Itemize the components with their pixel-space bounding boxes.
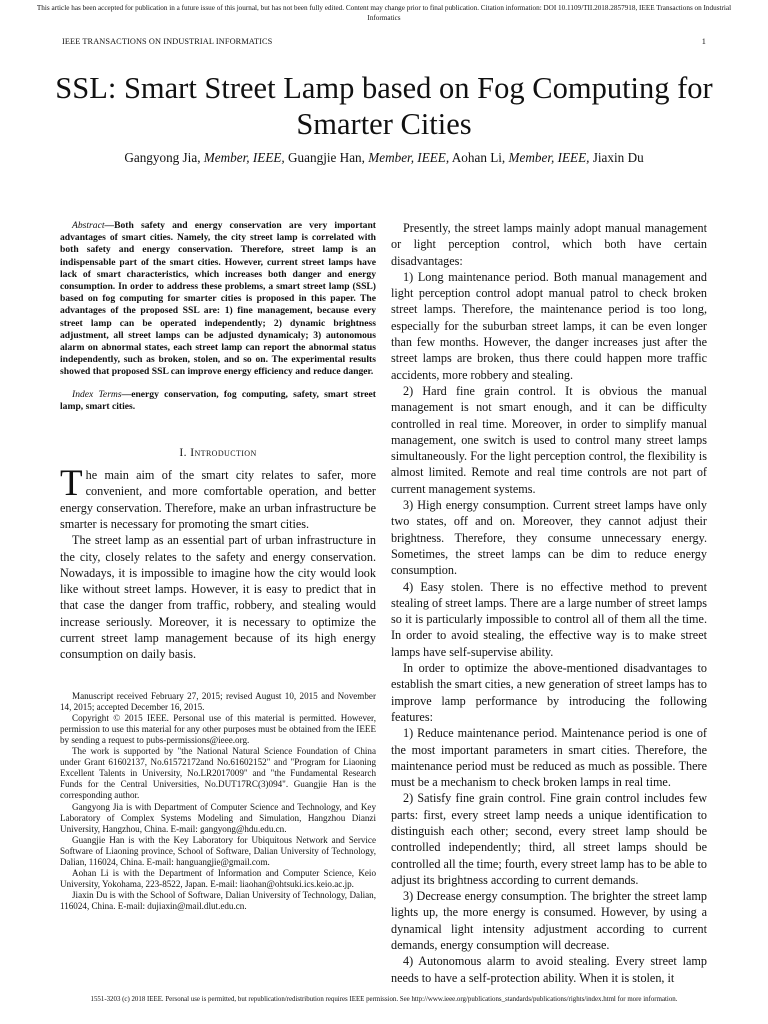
footnote-funding: The work is supported by "the National Natural Science Foundation of China under Grant 61602137, No.61572172and No.61602152" and "Program for Liaoning Excellent Talents in University, No.LR2017009" and "the Fundamental Research Funds for the Central Universities, No.DUT17RC(3)094". Guangjie Han is the corresponding author. (60, 746, 376, 801)
footnote-manuscript: Manuscript received February 27, 2015; revised August 10, 2015 and November 14, 2015; accepted December 16, 2015. (60, 690, 376, 712)
body-paragraph: 2) Hard fine grain control. It is obvious the manual management is not smart enough, and it can be difficulty controlled in real time. Moreover, in order to simplify manual management, one switch is used to control many street lamps simultaneously. For the light perception control, the flexibility is almost limited. Remote and real time controls are not part of current management systems. (391, 383, 707, 496)
author-role: Member, IEEE, (508, 150, 590, 165)
running-head (62, 37, 706, 49)
body-paragraph: 4) Autonomous alarm to avoid stealing. Every street lamp needs to have a self-protection ability. When it is stolen, it (391, 954, 707, 985)
abstract-lead: Abstract (72, 220, 105, 231)
author-name: Aohan Li, (451, 150, 506, 165)
footnotes (60, 691, 376, 913)
abstract (60, 220, 376, 379)
intro-paragraph (60, 463, 376, 532)
body-paragraph: 3) Decrease energy consumption. The brighter the street lamp lights up, the more energy is consumed. However, by using a dynamical light intensity adjustment according to current demands, energy consumption will decrease. (391, 889, 707, 953)
section-heading (60, 446, 376, 459)
page-number: 1 (701, 37, 706, 46)
right-column (391, 220, 707, 986)
author-role: Member, IEEE, (368, 150, 450, 165)
body-paragraph: Presently, the street lamps mainly adopt manual management or light perception control, which both have certain disadvantages: (391, 221, 707, 268)
index-terms-text: —energy conservation, fog computing, safety, smart street lamp, smart cities. (60, 388, 376, 412)
section-number: I. (179, 446, 187, 460)
body-paragraph: 3) High energy consumption. Current street lamps have only two states, off and on. Moreover, they cannot adjust their brightness. Therefore, they consume unnecessary energy. Sometimes, the street lamps can be dim to reduce energy consumption. (391, 498, 707, 578)
copyright-footer: 1551-3203 (c) 2018 IEEE. Personal use is permitted, but republication/redistribution requires IEEE permission. See http://www.ieee.org/publications_standards/publications/rights/index.html for more information. (90, 996, 678, 1003)
drop-cap: T (60, 463, 83, 505)
intro-paragraph-text: he main aim of the smart city relates to safer, more convenient, and more comfortable operation, and better energy conservation. Therefore, make an urban infrastructure be smarter is necessary for promoting the smart cities. (60, 468, 376, 531)
author-role: Member, IEEE, (203, 150, 285, 165)
journal-name: IEEE TRANSACTIONS ON INDUSTRIAL INFORMATICS (62, 37, 273, 46)
author-name: Guangjie Han, (288, 150, 365, 165)
intro-paragraph: The street lamp as an essential part of urban infrastructure in the city, closely relates to the safety and energy conservation. Nowadays, it is impossible to imagine how the city would look like without street lamps. However, it is easy to predict that in that case the danger from traffic, robbery, and stealing would increase seriously. Moreover, it is necessary to optimize the current street lamp management because of its high energy consumption on daily basis. (60, 533, 376, 662)
index-terms (60, 389, 376, 413)
footnote-affiliation: Aohan Li is with the Department of Information and Computer Science, Keio University, Yokohama, 223-8522, Japan. E-mail: liaohan@ohtsuki.ics.keio.ac.jp. (60, 868, 376, 890)
body-paragraph: 2) Satisfy fine grain control. Fine grain control includes few parts: first, every street lamp needs a unique identification to distinguish each other; second, every street lamp should be controlled independently; third, all street lamps should be controlled all the time; fourth, every street lamp has to be able to adjust its brightness according to current demands. (391, 791, 707, 887)
body-paragraph: In order to optimize the above-mentioned disadvantages to establish the smart cities, a new generation of street lamps has to improve lamp performance by introducing the following features: (391, 661, 707, 724)
footnote-affiliation: Guangjie Han is with the Key Laboratory for Ubiquitous Network and Service Software of Liaoning province, School of Software, Dalian University of Technology, Dalian, 116024, China. E-mail: hanguangjie@gmail.com. (60, 834, 376, 868)
footnote-copyright: Copyright © 2015 IEEE. Personal use of this material is permitted. However, permission to use this material for any other purposes must be obtained from the IEEE by sending a request to pubs-permissions@ieee.org. (60, 712, 376, 745)
body-paragraph: 1) Reduce maintenance period. Maintenance period is one of the most important parameters in smart cities. Therefore, the maintenance period must be reduced as much as possible. There must be a mechanism to check broken lamps in real time. (391, 726, 707, 790)
body-paragraph: 1) Long maintenance period. Both manual management and light perception control adopt manual patrol to check broken street lamps. Therefore, the maintenance period is too long, especially for the suburban street lamps, it can be even longer than few months. However, the danger increases just after the street lamps are broken, thus there could happen more traffic accidents, more robbery and stealing. (391, 269, 707, 382)
abstract-text: —Both safety and energy conservation are very important advantages of smart cities. Namely, the city street lamp is correlated with both safety and energy conservation. Therefore, street lamp is an indispensable part of the smart cities. However, current street lamps have lack of smart characteristics, which increases both danger and energy consumption. In order to address these problems, a smart street lamp (SSL) based on fog computing for smarter cities is proposed in this paper. The advantages of the proposed SSL are: 1) fine management, because every street lamp can be operated independently; 2) dynamic brightness adjustment, all street lamps can be adjusted dynamicaly; 3) autonomous alarm on abnormal states, each street lamp can report the abnormal status independently, such as broken, stolen, and so on. The experimental results showed that proposed SSL can improve energy efficiency and reduce danger. (60, 220, 376, 378)
author-name: Jiaxin Du (592, 150, 644, 165)
author-line (20, 149, 748, 167)
paper-title: SSL: Smart Street Lamp based on Fog Computing for Smarter Cities (55, 71, 713, 141)
footnote-affiliation: Jiaxin Du is with the School of Software, Dalian University of Technology, Dalian, 116024, China. E-mail: dujiaxin@mail.dlut.edu.cn. (60, 890, 376, 912)
footnote-affiliation: Gangyong Jia is with Department of Computer Science and Technology, and Key Laboratory of Complex Systems Modeling and Simulation, Hangzhou Dianzi University, Hangzhou, China. E-mail: gangyong@hdu.edu.cn. (60, 801, 376, 834)
body-paragraph: 4) Easy stolen. There is no effective method to prevent stealing of street lamps. There are a large number of street lamps so it is particularly impossible to control all of them all the time. In order to avoid stealing, the effective way is to make street lamps have self-supervise ability. (391, 579, 707, 659)
author-name: Gangyong Jia, (124, 150, 201, 165)
left-column (60, 220, 376, 912)
section-title: Introduction (190, 446, 257, 460)
publication-notice: This article has been accepted for publication in a future issue of this journal, but has not been fully edited. Content may change prior to final publication. Citation information: DOI 10.1109/TII.2018.2857918, IEEE Transactions on Industrial Informatics (36, 4, 732, 22)
index-terms-lead: Index Terms (72, 388, 122, 400)
